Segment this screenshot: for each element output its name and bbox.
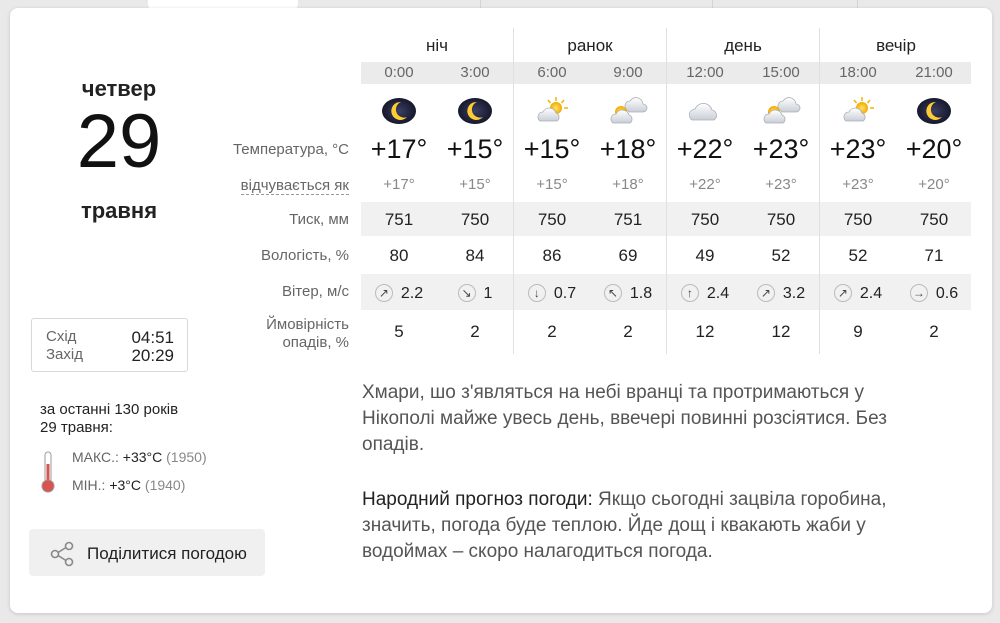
hour-time: 18:00	[839, 64, 877, 81]
hour-precip: 2	[929, 322, 939, 341]
period-day: день	[724, 36, 762, 55]
sunset-label: Захід	[46, 346, 83, 363]
history-title	[40, 401, 178, 437]
hour-temperature: +22°	[676, 134, 734, 164]
history-max-value: +33°C	[122, 449, 163, 465]
hour-humidity: 52	[771, 246, 791, 265]
wind-direction-icon: ↑	[681, 284, 699, 302]
wind-direction-icon: ↘	[458, 284, 476, 302]
share-icon	[49, 541, 75, 567]
hour-temperature: +15°	[523, 134, 581, 164]
history-min-label: МІН.:	[72, 477, 106, 493]
period-evening: вечір	[876, 36, 916, 55]
history-title-line1: за останні 130 років	[40, 401, 179, 418]
tab-divider	[712, 0, 713, 8]
hour-time: 12:00	[686, 64, 724, 81]
hour-feels-like: +15°	[459, 176, 491, 193]
wind-speed: 1.8	[629, 285, 653, 302]
wind-speed: 3.2	[782, 285, 806, 302]
hour-humidity: 71	[924, 246, 944, 265]
history-title-line2: 29 травня:	[40, 419, 113, 436]
hour-temperature: +17°	[370, 134, 428, 164]
thermometer-icon	[38, 450, 58, 494]
day-number: 29	[76, 99, 162, 184]
label-temperature: Температура, °C	[232, 141, 349, 158]
hour-precip: 2	[623, 322, 633, 341]
sun-cloud-icon	[820, 95, 896, 127]
hour-pressure: 751	[613, 210, 643, 229]
hour-precip: 12	[695, 322, 715, 341]
folk-forecast-title: Народний прогноз погоди:	[362, 489, 593, 510]
hour-wind	[667, 284, 743, 303]
hour-precip: 2	[547, 322, 557, 341]
hour-feels-like: +23°	[765, 176, 797, 193]
history-min-year: (1940)	[144, 477, 186, 493]
label-wind: Вітер, м/с	[281, 283, 349, 300]
history-min	[72, 477, 185, 493]
hour-temperature: +23°	[829, 134, 887, 164]
hour-wind	[514, 284, 590, 303]
wind-direction-icon: →	[910, 284, 928, 302]
wind-direction-icon: ↗	[834, 284, 852, 302]
hour-humidity: 84	[465, 246, 485, 265]
hour-pressure: 750	[537, 210, 567, 229]
hour-time: 3:00	[460, 64, 490, 81]
hour-pressure: 750	[919, 210, 949, 229]
wind-speed: 2.4	[859, 285, 883, 302]
label-feels[interactable]	[241, 177, 349, 194]
history-max-label: МАКС.:	[72, 449, 119, 465]
month-name: травня	[80, 198, 158, 223]
wind-direction-icon: ↓	[528, 284, 546, 302]
hour-temperature: +18°	[599, 134, 657, 164]
wind-speed: 0.6	[935, 285, 959, 302]
sun-cloud-icon	[514, 95, 590, 127]
moon-cloud-icon	[361, 95, 437, 127]
hour-pressure: 750	[843, 210, 873, 229]
hour-wind	[896, 284, 972, 303]
wind-speed: 1	[483, 285, 493, 302]
share-weather-button[interactable]	[29, 529, 265, 576]
hour-temperature: +23°	[752, 134, 810, 164]
folk-forecast-text: Якщо сьогодні зацвіла горобина, значить, погода буде теплою. Йде дощ і квакають жаби у водоймах – скоро налагодиться погода.	[362, 489, 887, 562]
hour-feels-like: +23°	[842, 176, 874, 193]
wind-direction-icon: ↖	[604, 284, 622, 302]
hour-precip: 2	[470, 322, 480, 341]
wind-direction-icon: ↗	[375, 284, 393, 302]
hour-humidity: 49	[695, 246, 715, 265]
cloud-sun-icon	[743, 95, 819, 127]
weekday: четвер	[81, 76, 157, 101]
hour-pressure: 750	[460, 210, 490, 229]
sunset-time: 20:29	[131, 346, 174, 365]
hour-wind	[361, 284, 437, 303]
hour-feels-like: +17°	[383, 176, 415, 193]
hour-feels-like: +18°	[612, 176, 644, 193]
wind-direction-icon: ↗	[757, 284, 775, 302]
period-morning: ранок	[567, 36, 613, 55]
hour-feels-like: +22°	[689, 176, 721, 193]
label-precip	[266, 316, 349, 352]
wind-speed: 2.4	[706, 285, 730, 302]
sunrise-row	[46, 328, 174, 348]
sunrise-label: Схід	[46, 328, 77, 345]
hour-feels-like: +20°	[918, 176, 950, 193]
label-pressure: Тиск, мм	[289, 211, 349, 228]
share-weather-label: Поділитися погодою	[87, 544, 247, 563]
hour-pressure: 750	[690, 210, 720, 229]
period-night: ніч	[425, 36, 449, 55]
moon-cloud-icon	[437, 95, 513, 127]
hour-temperature: +20°	[905, 134, 963, 164]
sunrise-time: 04:51	[131, 328, 174, 347]
label-precip-line2: опадів, %	[282, 334, 349, 351]
label-feels-text[interactable]: відчувається як	[240, 177, 349, 194]
sunset-row	[46, 346, 174, 366]
hour-pressure: 751	[384, 210, 414, 229]
tab-divider	[857, 0, 858, 8]
history-max-year: (1950)	[166, 449, 207, 465]
hour-time: 0:00	[384, 64, 414, 81]
tab-divider	[480, 0, 481, 8]
cloud-icon	[667, 95, 743, 127]
hour-temperature: +15°	[446, 134, 504, 164]
hour-feels-like: +15°	[536, 176, 568, 193]
hour-humidity: 69	[618, 246, 638, 265]
hour-wind	[820, 284, 896, 303]
wind-speed: 2.2	[400, 285, 424, 302]
hour-time: 9:00	[613, 64, 643, 81]
label-precip-line1: Ймовірність	[266, 316, 349, 333]
history-min-value: +3°C	[109, 477, 142, 493]
hour-time: 6:00	[537, 64, 567, 81]
cloud-sun-icon	[590, 95, 666, 127]
weather-description: Хмари, шо з'являться на небі вранці та протримаються у Нікополі майже увесь день, ввечері повинні розсіятися. Без опадів.	[362, 382, 887, 455]
hour-wind	[743, 284, 819, 303]
hour-wind	[590, 284, 666, 303]
hour-humidity: 52	[848, 246, 868, 265]
hour-precip: 9	[853, 322, 863, 341]
folk-forecast	[362, 487, 942, 565]
hour-precip: 5	[394, 322, 404, 341]
wind-speed: 0.7	[553, 285, 577, 302]
sunrise-sunset-box	[31, 318, 188, 372]
history-max	[72, 449, 207, 465]
hour-humidity: 86	[542, 246, 562, 265]
label-humidity: Вологість, %	[261, 247, 349, 264]
hour-pressure: 750	[766, 210, 796, 229]
moon-cloud-icon	[896, 95, 972, 127]
hour-humidity: 80	[389, 246, 409, 265]
hour-precip: 12	[771, 322, 791, 341]
hour-time: 15:00	[762, 64, 800, 81]
hour-wind	[437, 284, 513, 303]
hour-time: 21:00	[915, 64, 953, 81]
